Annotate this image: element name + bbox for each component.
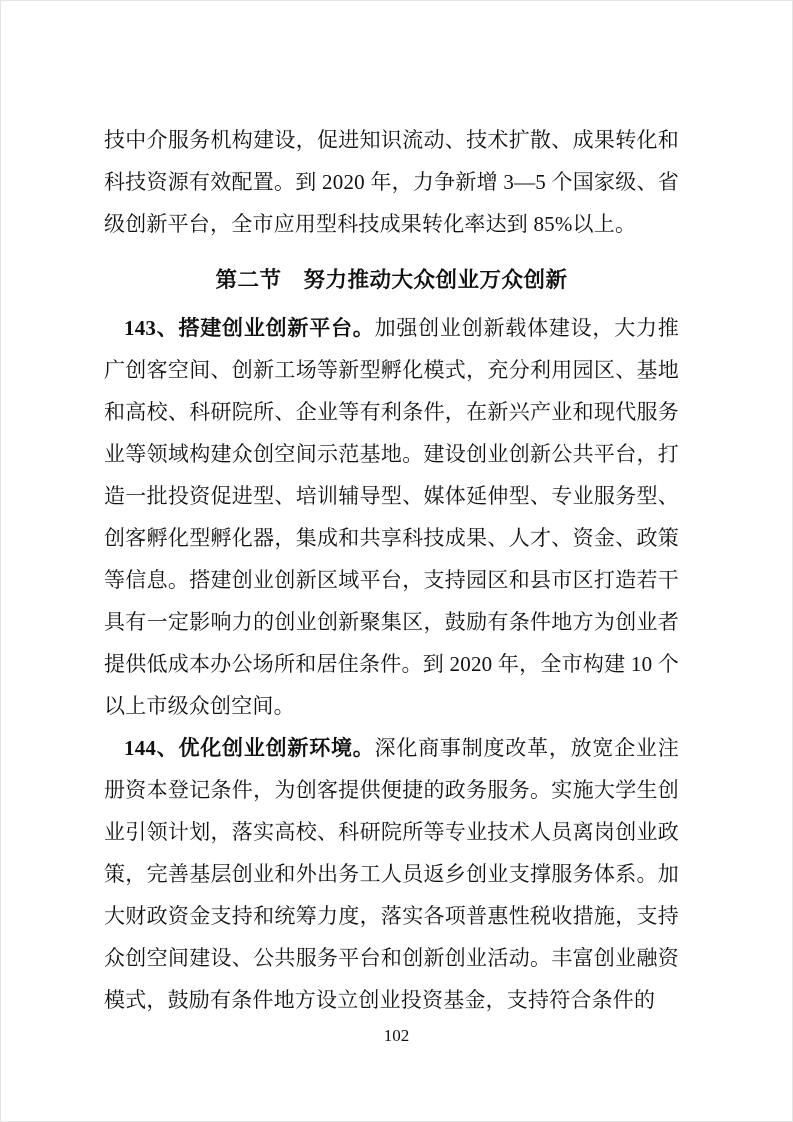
page-content xyxy=(104,119,679,1021)
page-number: 102 xyxy=(383,1026,410,1045)
paragraph-143 xyxy=(104,307,679,727)
section-heading: 第二节 努力推动大众创业万众创新 xyxy=(215,268,568,292)
paragraph-144-lead: 144、优化创业创新环境。 xyxy=(124,736,375,760)
paragraph-143-body: 加强创业创新载体建设，大力推广创客空间、创新工场等新型孵化模式，充分利用园区、基地和高校、科研院所、企业等有利条件，在新兴产业和现代服务业等领域构建众创空间示范基地。建设创业创新公共平台，打造一批投资促进型、培训辅导型、媒体延伸型、专业服务型、创客孵化型孵化器，集成和共享科技成果、人才、资金、政策等信息。搭建创业创新区域平台，支持园区和县市区打造若干具有一定影响力的创业创新聚集区，鼓励有条件地方为创业者提供低成本办公场所和居住条件。到 2020 年，全市构建 10 个以上市级众创空间。 xyxy=(104,316,679,718)
paragraph-144 xyxy=(104,727,679,1021)
intro-paragraph: 技中介服务机构建设，促进知识流动、技术扩散、成果转化和科技资源有效配置。到 2020 年，力争新增 3—5 个国家级、省级创新平台，全市应用型科技成果转化率达到 85%以上。 xyxy=(104,128,679,236)
paragraph-144-body: 深化商事制度改革，放宽企业注册资本登记条件，为创客提供便捷的政务服务。实施大学生创业引领计划，落实高校、科研院所等专业技术人员离岗创业政策，完善基层创业和外出务工人员返乡创业支撑服务体系。加大财政资金支持和统筹力度，落实各项普惠性税收措施，支持众创空间建设、公共服务平台和创新创业活动。丰富创业融资模式，鼓励有条件地方设立创业投资基金，支持符合条件的 xyxy=(104,736,679,1012)
paragraph-143-lead: 143、搭建创业创新平台。 xyxy=(124,316,375,340)
